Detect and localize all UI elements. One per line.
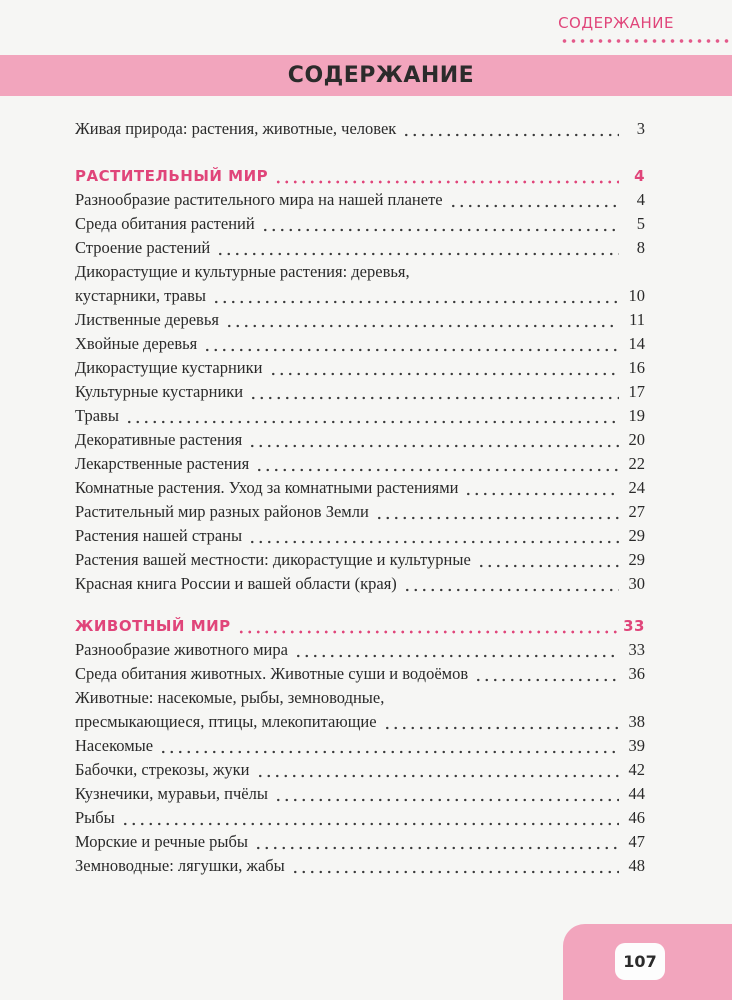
dot-leader (125, 404, 619, 428)
toc-entry-title: Насекомые (75, 736, 154, 755)
toc-entry-page: 42 (628, 760, 645, 779)
toc-entry-page: 29 (628, 526, 645, 545)
toc-entry[interactable] (75, 782, 645, 806)
toc-entry-page: 29 (628, 550, 645, 569)
toc-section-plants[interactable] (75, 164, 645, 188)
toc-entry-page: 39 (628, 736, 645, 755)
toc-entry-title: Морские и речные рыбы (75, 832, 248, 851)
dot-leader (402, 117, 619, 141)
toc-entry[interactable] (75, 758, 645, 782)
dot-leader (261, 212, 619, 236)
toc-entry[interactable] (75, 117, 645, 141)
toc-entry-page: 44 (628, 784, 645, 803)
dot-leader (477, 548, 619, 572)
toc-entry-title: Травы (75, 406, 119, 425)
page-title: СОДЕРЖАНИЕ (287, 63, 475, 88)
toc-entry-title: Живая природа: растения, животные, человек (75, 119, 397, 138)
toc-entry-page: 24 (628, 478, 645, 497)
toc-entry-title: Кузнечики, муравьи, пчёлы (75, 784, 268, 803)
toc-entry[interactable] (75, 854, 645, 878)
dot-leader (255, 452, 619, 476)
dot-leader (254, 830, 619, 854)
toc-entry[interactable] (75, 500, 645, 524)
toc-entry[interactable] (75, 212, 645, 236)
toc-entry-page: 48 (628, 856, 645, 875)
dot-leader (375, 500, 619, 524)
toc-entry-page: 17 (628, 382, 645, 401)
dot-leader (203, 332, 619, 356)
dot-leader (159, 734, 619, 758)
toc-entry[interactable] (75, 356, 645, 380)
toc-entry[interactable] (75, 662, 645, 686)
dot-leader (269, 356, 620, 380)
dot-leader (474, 662, 619, 686)
toc-entry-page: 22 (628, 454, 645, 473)
dot-leader (383, 710, 619, 734)
toc-entry-title: Декоративные растения (75, 430, 243, 449)
toc-entry-page: 11 (629, 310, 645, 329)
toc-entry-page: 4 (636, 190, 645, 209)
toc-entry[interactable] (75, 830, 645, 854)
section-page: 4 (634, 167, 645, 185)
toc-entry-page: 38 (628, 712, 645, 731)
toc-entry-title: Растительный мир разных районов Земли (75, 502, 369, 521)
dot-leader (449, 188, 619, 212)
toc-entry[interactable] (75, 524, 645, 548)
toc-entry-title: Лекарственные растения (75, 454, 250, 473)
dot-leader (274, 782, 619, 806)
dot-leader (249, 380, 619, 404)
dot-leader (464, 476, 619, 500)
toc-entry-title: Рыбы (75, 808, 115, 827)
toc-entry-title: Среда обитания растений (75, 214, 255, 233)
toc-entry[interactable] (75, 476, 645, 500)
toc-entry-page: 47 (628, 832, 645, 851)
toc-section-animals[interactable] (75, 614, 645, 638)
toc-entry[interactable] (75, 686, 645, 734)
toc-entry-page: 10 (628, 286, 645, 305)
toc-entry[interactable] (75, 308, 645, 332)
toc-entry[interactable] (75, 380, 645, 404)
toc-entry-page: 19 (628, 406, 645, 425)
toc-entry[interactable] (75, 452, 645, 476)
toc-entry[interactable] (75, 260, 645, 308)
toc-entry[interactable] (75, 404, 645, 428)
toc-entry-title: Растения нашей страны (75, 526, 243, 545)
toc-entry[interactable] (75, 332, 645, 356)
toc-entry[interactable] (75, 638, 645, 662)
toc-entry[interactable] (75, 734, 645, 758)
toc-entry-title: Бабочки, стрекозы, жуки (75, 760, 250, 779)
toc-entry-page: 5 (636, 214, 645, 233)
toc-entry-title: Строение растений (75, 238, 211, 257)
toc-entry-page: 20 (628, 430, 645, 449)
toc-entry-title: Среда обитания животных. Животные суши и водоёмов (75, 664, 469, 683)
toc-entry-page: 14 (628, 334, 645, 353)
toc-entry-page: 16 (628, 358, 645, 377)
dot-leader (294, 638, 619, 662)
toc-entry[interactable] (75, 188, 645, 212)
dot-leader (216, 236, 619, 260)
toc-entry-title: Растения вашей местности: дикорастущие и культурные (75, 550, 471, 569)
title-band (0, 55, 732, 96)
dot-leader (225, 308, 619, 332)
toc-entry-title-line1: Животные: насекомые, рыбы, земноводные, (75, 688, 385, 707)
toc-entry-title: Разнообразие животного мира (75, 640, 288, 659)
toc-entry-title: Дикорастущие кустарники (75, 358, 263, 377)
toc-entry[interactable] (75, 236, 645, 260)
section-title: РАСТИТЕЛЬНЫЙ МИР (75, 167, 269, 185)
toc-entry-page: 46 (628, 808, 645, 827)
dot-leader (274, 164, 619, 188)
toc-entry-title: Лиственные деревья (75, 310, 219, 329)
dot-leader (248, 428, 619, 452)
toc-entry[interactable] (75, 548, 645, 572)
toc-entry-page: 36 (628, 664, 645, 683)
toc-entry-title: Хвойные деревья (75, 334, 198, 353)
dot-leader (291, 854, 619, 878)
dot-leader (121, 806, 619, 830)
table-of-contents (75, 117, 645, 878)
toc-entry[interactable] (75, 806, 645, 830)
toc-entry-title: Комнатные растения. Уход за комнатными растениями (75, 478, 459, 497)
toc-entry-title: Земноводные: лягушки, жабы (75, 856, 285, 875)
toc-entry-title: Красная книга России и вашей области (края) (75, 574, 397, 593)
toc-entry-page: 8 (636, 238, 645, 257)
dot-leader (248, 524, 619, 548)
dot-leader (212, 284, 619, 308)
dot-leader (403, 572, 619, 596)
page-number: 107 (615, 943, 665, 980)
running-head: СОДЕРЖАНИЕ (558, 14, 674, 32)
plants-entries (75, 188, 645, 596)
section-title: ЖИВОТНЫЙ МИР (75, 617, 231, 635)
toc-entry-title: пресмыкающиеся, птицы, млекопитающие (75, 712, 377, 731)
toc-entry[interactable] (75, 572, 645, 596)
toc-entry-title: кустарники, травы (75, 286, 206, 305)
animals-entries (75, 638, 645, 878)
dot-leader (237, 614, 617, 638)
toc-entry-page: 33 (628, 640, 645, 659)
toc-entry-title: Культурные кустарники (75, 382, 244, 401)
dotted-rule (560, 38, 732, 44)
toc-entry-title-line1: Дикорастущие и культурные растения: деревья, (75, 262, 410, 281)
section-page: 33 (623, 617, 645, 635)
dot-leader (256, 758, 620, 782)
toc-entry-page: 27 (628, 502, 645, 521)
toc-entry-page: 30 (628, 574, 645, 593)
toc-entry-page: 3 (636, 119, 645, 138)
toc-entry-title: Разнообразие растительного мира на нашей планете (75, 190, 443, 209)
toc-entry[interactable] (75, 428, 645, 452)
